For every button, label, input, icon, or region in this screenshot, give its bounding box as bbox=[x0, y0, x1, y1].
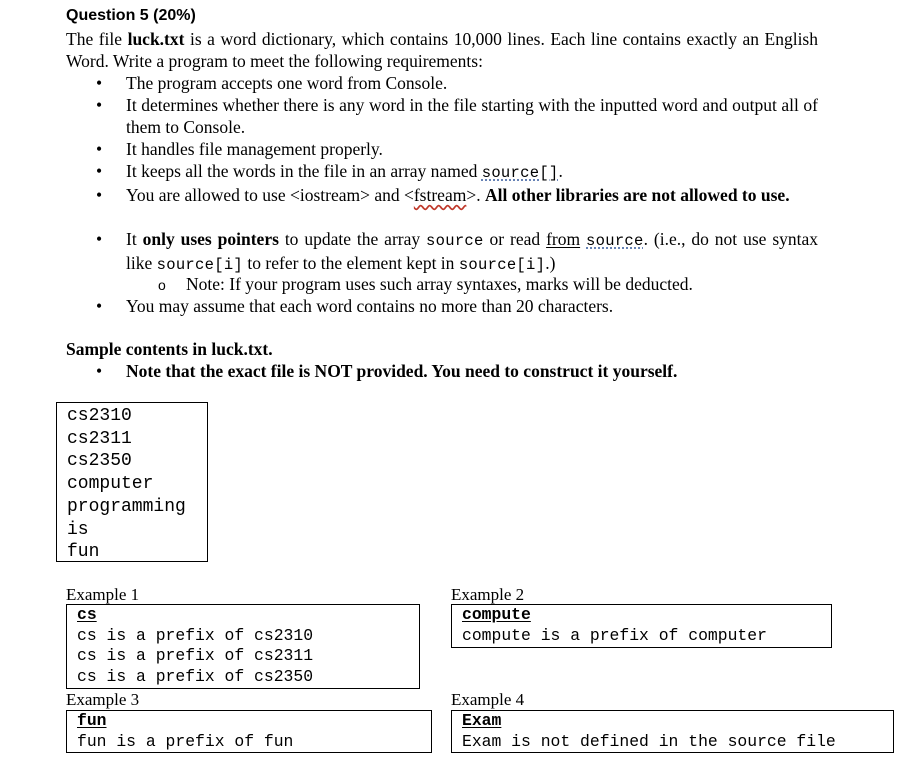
file-line: fun bbox=[67, 542, 100, 563]
example-2-label: Example 2 bbox=[451, 585, 525, 604]
example-1-output: cs is a prefix of cs2311 bbox=[77, 646, 314, 666]
example-1-input: cs bbox=[77, 605, 97, 624]
intro-text-rest: is a word dictionary, which contains 10,000 lines. Each line contains exactly an English Word. Write a program to meet the following requirements: bbox=[66, 29, 818, 71]
file-line: cs2311 bbox=[67, 428, 132, 449]
requirement-4 bbox=[126, 161, 818, 185]
r6-text-6: .) bbox=[545, 252, 556, 273]
example-4-input: Exam bbox=[462, 711, 502, 730]
example-3-box bbox=[66, 710, 432, 753]
requirement-7: You may assume that each word contains no more than 20 characters. bbox=[126, 296, 614, 316]
file-line: programming bbox=[67, 496, 186, 517]
intro-filename: luck.txt bbox=[127, 29, 185, 49]
requirement-1: The program accepts one word from Console. bbox=[126, 73, 448, 93]
question-title: Question 5 (20%) bbox=[66, 7, 196, 24]
bullet-dot: • bbox=[96, 161, 103, 181]
bullet-dot: • bbox=[96, 296, 103, 316]
example-1-label: Example 1 bbox=[66, 585, 140, 604]
requirement-4-text: It keeps all the words in the file in an array named bbox=[126, 161, 482, 181]
sample-heading: Sample contents in luck.txt. bbox=[66, 339, 273, 359]
bullet-dot: • bbox=[96, 361, 103, 381]
sample-note: Note that the exact file is NOT provided. You need to construct it yourself. bbox=[126, 361, 678, 381]
sample-file-box bbox=[56, 402, 208, 562]
requirement-4-end: . bbox=[558, 161, 563, 181]
requirement-5-bold: All other libraries are not allowed to use. bbox=[484, 185, 790, 205]
requirement-2: It determines whether there is any word in the file starting with the inputted word and output all of them to Console. bbox=[126, 95, 818, 137]
requirement-6 bbox=[126, 229, 818, 276]
fstream-spellcheck: fstream bbox=[413, 185, 467, 205]
requirement-6-note: Note: If your program uses such array syntaxes, marks will be deducted. bbox=[186, 274, 693, 294]
example-2-output: compute is a prefix of computer bbox=[462, 625, 767, 645]
requirement-5 bbox=[126, 185, 818, 207]
r6-code-source-i: source[i] bbox=[156, 255, 244, 274]
example-4-output: Exam is not defined in the source file bbox=[462, 731, 836, 751]
file-line: is bbox=[67, 519, 89, 540]
requirement-3: It handles file management properly. bbox=[126, 139, 383, 159]
code-source-array: source[] bbox=[481, 164, 559, 182]
bullet-dot: • bbox=[96, 95, 103, 115]
r6-code-source: source bbox=[426, 232, 484, 250]
r6-from: from bbox=[546, 229, 581, 249]
example-3-label: Example 3 bbox=[66, 690, 140, 709]
example-1-box bbox=[66, 604, 420, 689]
example-2-box bbox=[451, 604, 832, 648]
example-4-label: Example 4 bbox=[451, 690, 525, 709]
example-3-output: fun is a prefix of fun bbox=[77, 731, 294, 751]
example-1-output: cs is a prefix of cs2310 bbox=[77, 625, 314, 645]
bullet-dot: • bbox=[96, 139, 103, 159]
file-line: computer bbox=[67, 474, 154, 495]
bullet-dot: • bbox=[96, 229, 103, 249]
requirement-5-text: You are allowed to use <iostream> and < bbox=[126, 185, 414, 205]
file-line: cs2350 bbox=[67, 451, 132, 472]
sub-bullet-o: o bbox=[158, 277, 166, 293]
r6-text-5: to refer to the element kept in bbox=[243, 252, 459, 273]
r6-code-source-2: source bbox=[586, 232, 644, 250]
example-2-input: compute bbox=[462, 605, 531, 624]
requirement-5-mid: >. bbox=[466, 185, 485, 205]
r6-text-1: It bbox=[126, 229, 143, 249]
r6-text-3: or read bbox=[483, 229, 547, 249]
bullet-dot: • bbox=[96, 185, 103, 205]
file-line: cs2310 bbox=[67, 406, 132, 426]
r6-code-source-i-2: source[i] bbox=[458, 255, 546, 274]
r6-bold: only uses pointers bbox=[142, 229, 279, 249]
intro-text: The file bbox=[66, 29, 128, 49]
example-3-input: fun bbox=[77, 711, 107, 730]
bullet-dot: • bbox=[96, 73, 103, 93]
question-intro bbox=[66, 29, 818, 72]
example-4-box bbox=[451, 710, 894, 753]
example-1-output: cs is a prefix of cs2350 bbox=[77, 666, 314, 686]
r6-text-2: to update the array bbox=[278, 229, 427, 249]
r6-text-4: . (i.e., do not use syntax like bbox=[126, 229, 819, 273]
